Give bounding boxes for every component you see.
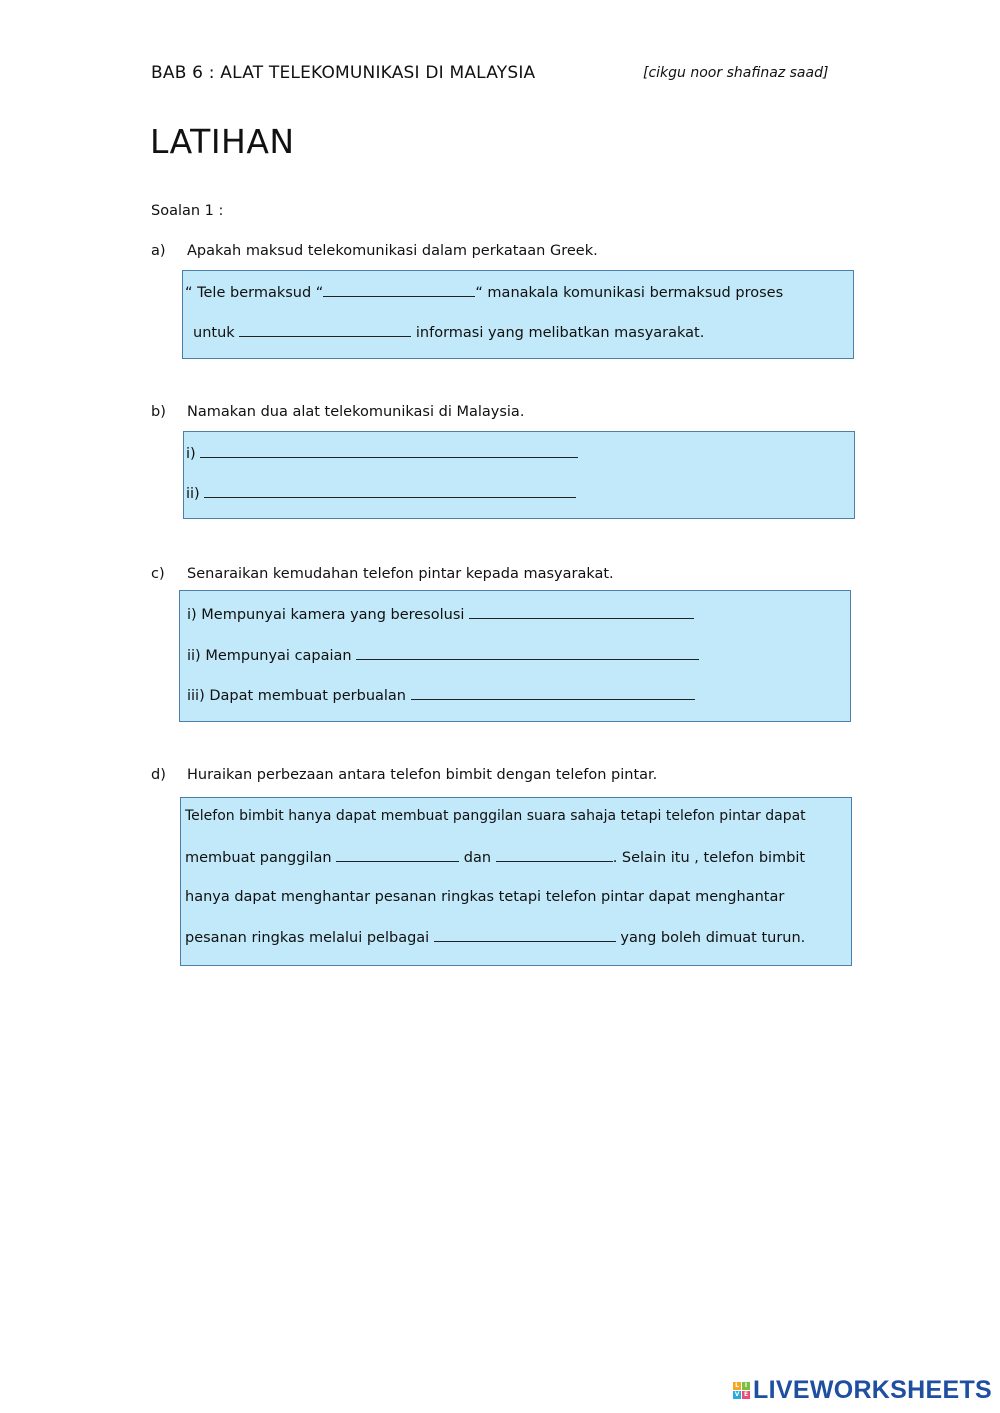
logo-badge-letter: I	[742, 1382, 750, 1390]
answer-b-item1-label: i)	[186, 446, 196, 462]
document-author: [cikgu noor shafinaz saad]	[643, 65, 829, 81]
page-title: LATIHAN	[150, 122, 295, 161]
question-a-letter: a)	[151, 243, 166, 259]
answer-c-item-3	[187, 687, 695, 704]
answer-c-item2-text: ii) Mempunyai capaian	[187, 648, 352, 664]
blank-b-2[interactable]	[204, 485, 576, 498]
answer-box-d	[180, 797, 852, 966]
answer-b-item2-label: ii)	[186, 486, 200, 502]
logo-brand-text: LIVEWORKSHEETS	[753, 1376, 992, 1404]
blank-d-1[interactable]	[336, 849, 459, 862]
answer-d-line-1: Telefon bimbit hanya dapat membuat panggilan suara sahaja tetapi telefon pintar dapat	[185, 808, 806, 824]
blank-d-2[interactable]	[496, 849, 613, 862]
question-d-text: Huraikan perbezaan antara telefon bimbit dengan telefon pintar.	[187, 767, 658, 783]
answer-a-line1-mid: “ manakala komunikasi bermaksud proses	[475, 285, 784, 301]
answer-box-a	[182, 270, 854, 359]
question-a-text: Apakah maksud telekomunikasi dalam perkataan Greek.	[187, 243, 598, 259]
question-b-text: Namakan dua alat telekomunikasi di Malaysia.	[187, 404, 525, 420]
answer-d-line-4	[185, 929, 805, 946]
answer-b-item-1	[186, 445, 578, 462]
answer-d-line-2	[185, 849, 805, 866]
answer-d-line2-post: . Selain itu , telefon bimbit	[612, 850, 806, 866]
blank-a-1[interactable]	[323, 284, 475, 297]
answer-d-line2-mid: dan	[463, 850, 492, 866]
answer-a-line-2	[193, 324, 704, 341]
question-c-letter: c)	[151, 566, 165, 582]
answer-d-line4-pre: pesanan ringkas melalui pelbagai	[185, 930, 430, 946]
blank-c-1[interactable]	[469, 606, 694, 619]
logo-badge-icon	[733, 1382, 750, 1399]
answer-d-line4-post: yang boleh dimuat turun.	[620, 930, 806, 946]
question-d-letter: d)	[151, 767, 166, 783]
answer-box-c	[179, 590, 851, 722]
liveworksheets-logo	[733, 1376, 992, 1405]
question-b-letter: b)	[151, 404, 166, 420]
question-c-text: Senaraikan kemudahan telefon pintar kepada masyarakat.	[187, 566, 614, 582]
logo-badge-letter: E	[743, 1391, 749, 1398]
answer-c-item3-text: iii) Dapat membuat perbualan	[187, 688, 407, 704]
answer-d-line-3: hanya dapat menghantar pesanan ringkas tetapi telefon pintar dapat menghantar	[185, 889, 785, 905]
blank-c-2[interactable]	[356, 647, 699, 660]
answer-b-item-2	[186, 485, 576, 502]
answer-c-item-1	[187, 606, 694, 623]
blank-c-3[interactable]	[411, 687, 695, 700]
answer-box-b	[183, 431, 855, 519]
blank-b-1[interactable]	[200, 445, 578, 458]
logo-badge-letter: L	[733, 1382, 741, 1390]
answer-a-line2-pre: untuk	[193, 325, 235, 341]
section-label: Soalan 1 :	[151, 203, 224, 219]
document-header-title: BAB 6 : ALAT TELEKOMUNIKASI DI MALAYSIA	[151, 63, 536, 83]
logo-badge-letter: V	[734, 1391, 740, 1398]
answer-a-line-1	[185, 284, 783, 301]
answer-a-line2-post: informasi yang melibatkan masyarakat.	[415, 325, 705, 341]
answer-d-line2-pre: membuat panggilan	[185, 850, 332, 866]
blank-d-3[interactable]	[434, 929, 616, 942]
answer-c-item-2	[187, 647, 699, 664]
answer-a-line1-pre: “ Tele bermaksud “	[185, 285, 324, 301]
blank-a-2[interactable]	[239, 324, 411, 337]
answer-c-item1-text: i) Mempunyai kamera yang beresolusi	[187, 607, 465, 623]
